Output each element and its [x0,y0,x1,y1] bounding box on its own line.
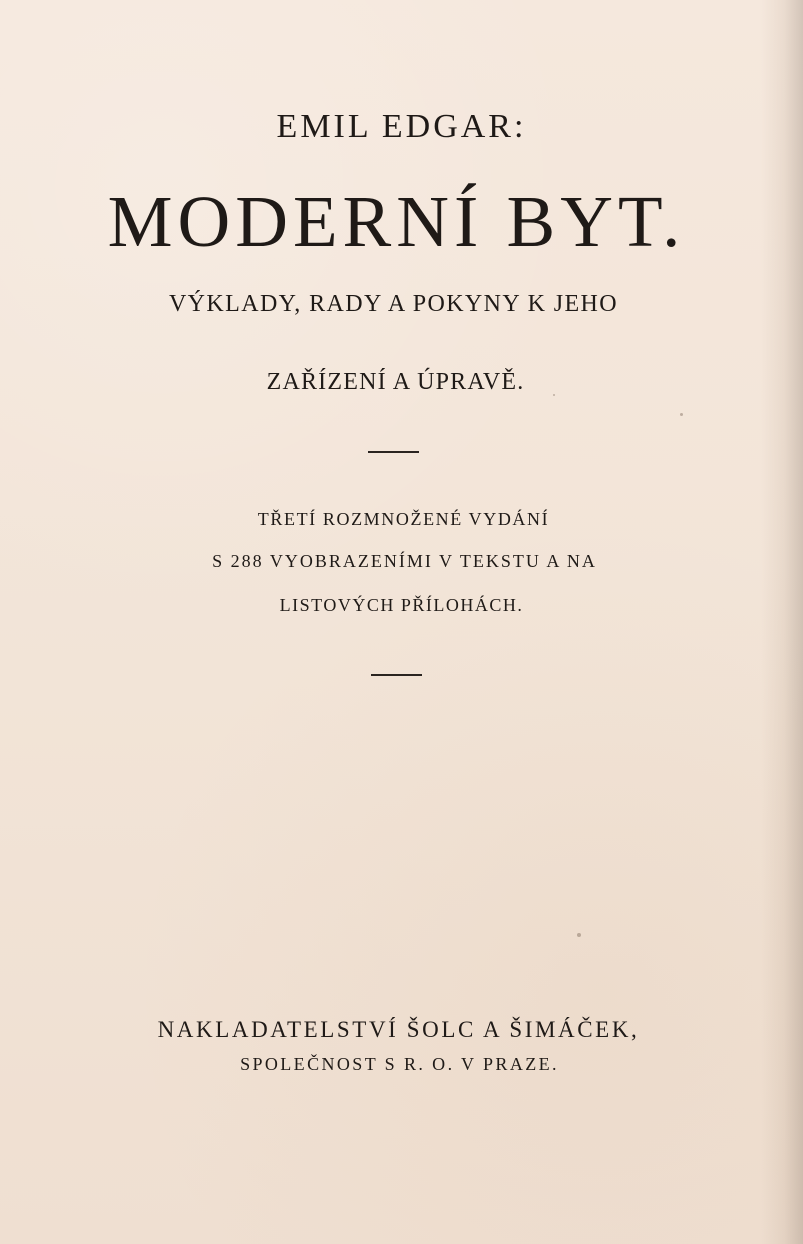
subtitle-line-1: VÝKLADY, RADY A POKYNY K JEHO [168,291,619,317]
paper-speck [553,394,555,396]
author-name: EMIL EDGAR: [276,108,527,145]
paper-speck [577,933,581,937]
subtitle-line-2: ZAŘÍZENÍ A ÚPRAVĚ. [266,369,525,395]
edition-line-1: TŘETÍ ROZMNOŽENÉ VYDÁNÍ [257,509,550,529]
publisher-line-2: SPOLEČNOST S R. O. V PRAZE. [240,1054,559,1074]
paper-speck [680,413,683,416]
publisher-line-1: NAKLADATELSTVÍ ŠOLC A ŠIMÁČEK, [157,1017,640,1042]
edition-line-3: LISTOVÝCH PŘÍLOHÁCH. [279,595,524,615]
divider-bottom [371,674,422,676]
edition-line-2: S 288 VYOBRAZENÍMI V TEKSTU A NA [212,551,597,571]
divider-top [368,451,419,453]
book-title: MODERNÍ BYT. [107,181,686,262]
